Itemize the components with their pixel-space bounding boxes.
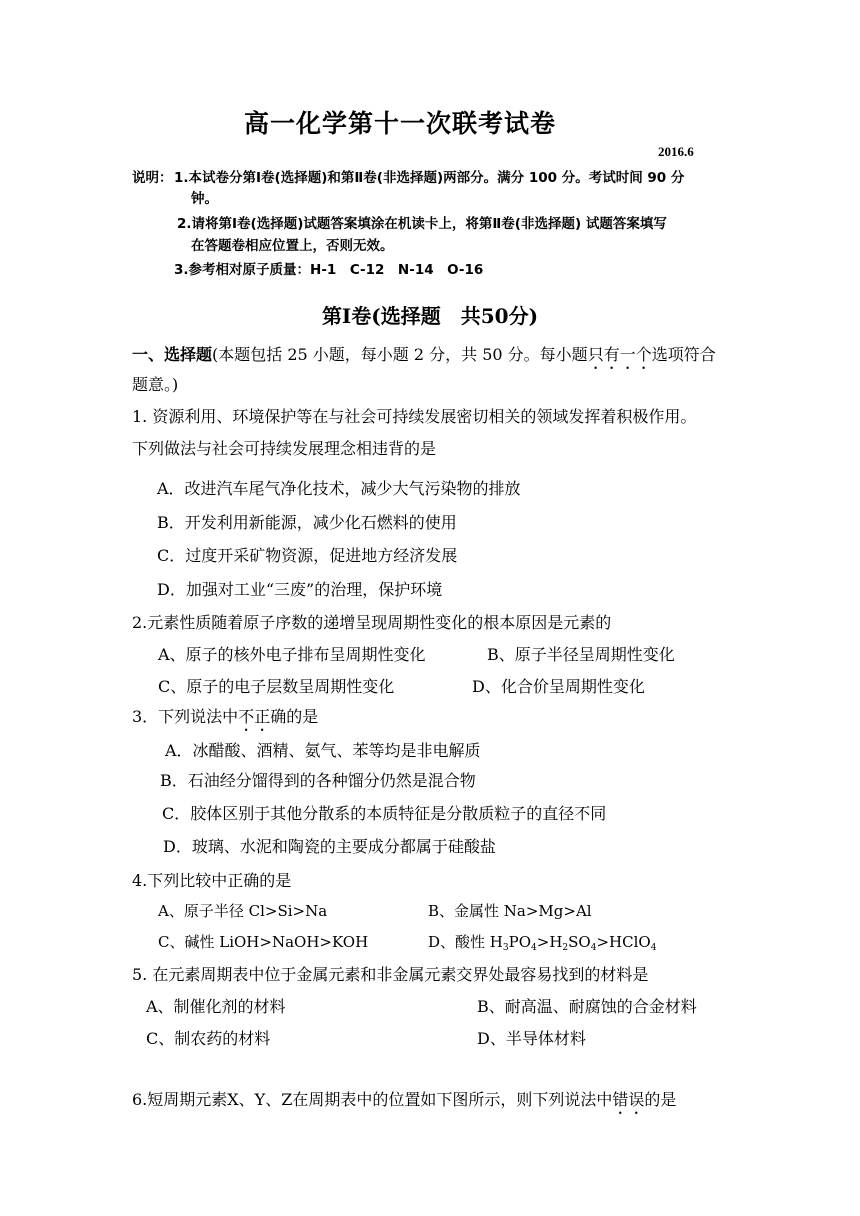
question-5-stem: 5. 在元素周期表中位于金属元素和非金属元素交界处最容易找到的材料是 — [132, 965, 649, 984]
question-3-option-c: C．胶体区别于其他分散系的本质特征是分散质粒子的直径不同 — [162, 804, 607, 823]
question-3-option-b: B．石油经分馏得到的各种馏分仍然是混合物 — [160, 771, 476, 790]
question-1-stem-line2: 下列做法与社会可持续发展理念相违背的是 — [132, 439, 437, 458]
section-intro-text-a: (本题包括 25 小题，每小题 2 分，共 50 分。每小题 — [212, 345, 588, 364]
q4d-prefix: D、酸性 — [428, 933, 490, 951]
q4d-h1: H — [489, 933, 503, 951]
question-5-option-b: B、耐高温、耐腐蚀的合金材料 — [477, 997, 697, 1016]
section-intro — [132, 342, 716, 373]
question-6-stem-a: 6.短周期元素X、Y、Z在周期表中的位置如下图所示，则下列说法中 — [132, 1090, 613, 1109]
question-5-option-a: A、制催化剂的材料 — [146, 997, 286, 1016]
q4d-sub4: 4 — [590, 943, 597, 953]
question-4-option-b: B、金属性 Na>Mg>Al — [428, 902, 592, 920]
q4d-sub3: 2 — [562, 943, 569, 953]
question-1-option-c: C．过度开采矿物资源，促进地方经济发展 — [157, 546, 458, 565]
instruction-3: 3.参考相对原子质量：H-1 C-12 N-14 O-16 — [174, 262, 484, 278]
question-3-stem-b: 确的是 — [270, 707, 319, 726]
question-3-stem-a: 3．下列说法中 — [132, 707, 239, 726]
question-3-stem — [132, 704, 318, 735]
q4d-so: SO — [568, 933, 591, 951]
question-5-option-c: C、制农药的材料 — [146, 1029, 271, 1048]
question-1-option-d: D．加强对工业“三废”的治理，保护环境 — [157, 580, 443, 599]
question-3-option-a: A．冰醋酸、酒精、氨气、苯等均是非电解质 — [165, 741, 481, 760]
exam-date: 2016.6 — [658, 144, 694, 159]
q4d-hclo: >HClO — [596, 933, 651, 951]
question-6-stem — [132, 1087, 676, 1118]
question-6-stem-emphasis: 错误 — [612, 1090, 645, 1109]
section-intro-emphasis: 只有一个 — [587, 345, 652, 364]
question-2-option-b: B、原子半径呈周期性变化 — [487, 645, 675, 664]
section-heading: 第Ⅰ卷(选择题 共50分) — [321, 304, 539, 328]
question-2-option-c: C、原子的电子层数呈周期性变化 — [158, 677, 395, 696]
question-2-option-d: D、化合价呈周期性变化 — [472, 677, 645, 696]
instruction-1-line2: 钟。 — [191, 191, 218, 207]
q4d-po: PO — [508, 933, 532, 951]
instructions-label: 说明： — [132, 170, 173, 186]
section-intro-text-b: 选项符合 — [651, 345, 716, 364]
q4d-sub5: 4 — [650, 943, 657, 953]
instruction-1-line1: 1.本试卷分第Ⅰ卷(选择题)和第Ⅱ卷(非选择题)两部分。满分 100 分。考试时间 90 分 — [174, 170, 685, 186]
question-4-stem: 4.下列比较中正确的是 — [132, 871, 292, 890]
section-intro-line2: 题意。) — [132, 375, 179, 394]
question-1-option-a: A．改进汽车尾气净化技术，减少大气污染物的排放 — [157, 479, 521, 498]
instruction-2-line1: 2.请将第Ⅰ卷(选择题)试题答案填涂在机读卡上，将第Ⅱ卷(非选择题) 试题答案填写 — [177, 216, 667, 232]
q4d-sub1: 3 — [502, 943, 509, 953]
question-3-stem-emphasis: 不正 — [238, 707, 271, 726]
question-4-option-a: A、原子半径 Cl>Si>Na — [158, 902, 328, 920]
question-3-option-d: D．玻璃、水泥和陶瓷的主要成分都属于硅酸盐 — [163, 837, 496, 856]
section-intro-label: 一、选择题 — [132, 345, 213, 364]
question-2-option-a: A、原子的核外电子排布呈周期性变化 — [158, 645, 426, 664]
q4d-gt1: >H — [536, 933, 563, 951]
question-4-option-c: C、碱性 LiOH>NaOH>KOH — [158, 933, 369, 951]
exam-title: 高一化学第十一次联考试卷 — [243, 109, 556, 138]
q4d-sub2: 4 — [531, 943, 537, 953]
question-1-stem-line1: 1. 资源利用、环境保护等在与社会可持续发展密切相关的领域发挥着积极作用。 — [132, 407, 697, 426]
question-6-stem-b: 的是 — [644, 1090, 677, 1109]
instruction-2-line2: 在答题卷相应位置上，否则无效。 — [191, 238, 394, 254]
question-4-option-d — [428, 931, 656, 952]
question-5-option-d: D、半导体材料 — [477, 1029, 586, 1048]
question-1-option-b: B．开发利用新能源，减少化石燃料的使用 — [157, 513, 457, 532]
question-2-stem: 2.元素性质随着原子序数的递增呈现周期性变化的根本原因是元素的 — [132, 613, 612, 632]
